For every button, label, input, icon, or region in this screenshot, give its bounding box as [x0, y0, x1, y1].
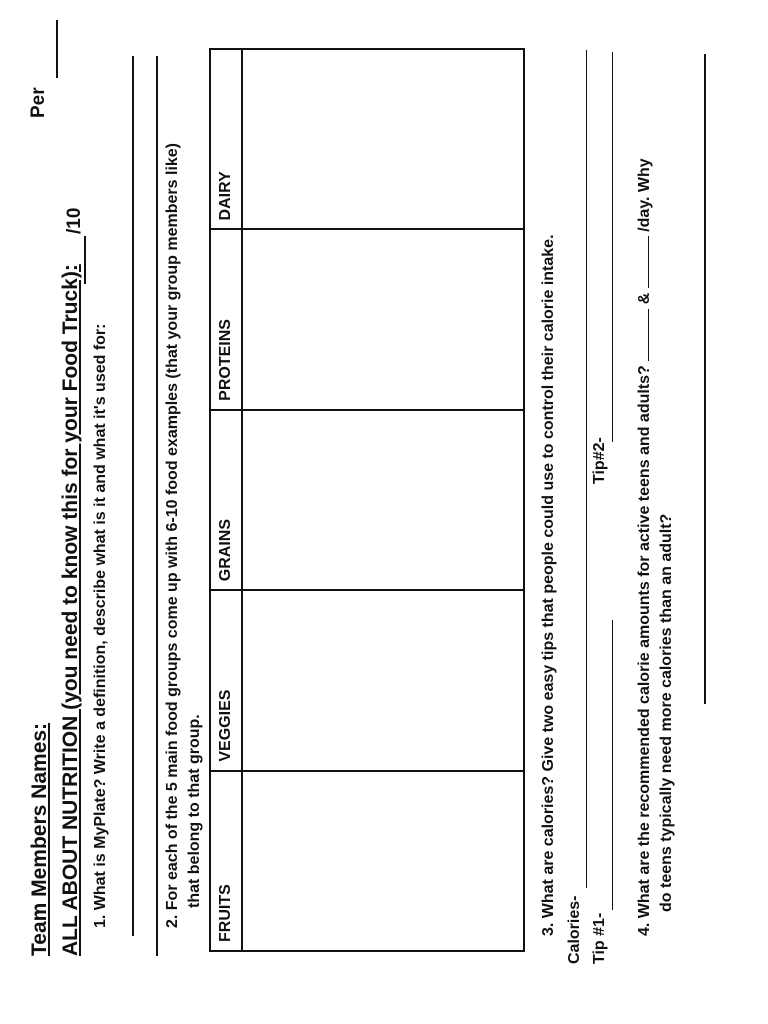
food-groups-answer-row: [242, 49, 524, 951]
score-field: [64, 208, 86, 284]
question-2: [162, 143, 206, 928]
answer-line-q1[interactable]: [132, 56, 134, 936]
worksheet-title: ALL ABOUT NUTRITION (you need to know this for your Food Truck):: [59, 264, 82, 956]
score-blank[interactable]: [66, 236, 86, 284]
period-blank[interactable]: [56, 20, 58, 78]
tip-2-label: Tip#2-: [591, 437, 608, 484]
tip-1-label: Tip #1-: [591, 912, 608, 964]
column-header-grains: GRAINS: [210, 410, 242, 590]
score-total: /10: [64, 207, 85, 234]
question-4-line-2: do teens typically need more calories than an adult?: [658, 513, 675, 912]
answer-line-q4[interactable]: [704, 54, 706, 704]
adult-calories-blank[interactable]: [634, 236, 649, 288]
question-4-ampersand: &: [636, 292, 653, 305]
answer-cell-proteins[interactable]: [242, 229, 524, 409]
answer-cell-veggies[interactable]: [242, 590, 524, 770]
column-header-fruits: FRUITS: [210, 771, 242, 951]
question-2-line-2: that belong to that group.: [186, 714, 203, 908]
team-members-label: Team Members Names:: [28, 722, 51, 956]
column-header-veggies: VEGGIES: [210, 590, 242, 770]
answer-line-q1-bottom[interactable]: [156, 56, 158, 956]
teen-calories-blank[interactable]: [634, 309, 649, 361]
answer-cell-grains[interactable]: [242, 410, 524, 590]
question-2-line-1: 2. For each of the 5 main food groups come up with 6-10 food examples (that your group members like): [164, 142, 181, 928]
answer-cell-fruits[interactable]: [242, 771, 524, 951]
answer-cell-dairy[interactable]: [242, 49, 524, 229]
answer-line-tip-1[interactable]: [612, 620, 613, 910]
answer-line-tip-2[interactable]: [612, 52, 613, 442]
answer-line-calories[interactable]: [586, 50, 587, 888]
calories-label: Calories-: [566, 895, 583, 964]
food-groups-table: [209, 48, 525, 952]
team-members: [28, 723, 52, 956]
column-header-proteins: PROTEINS: [210, 229, 242, 409]
question-4-part-1: 4. What are the recommended calorie amounts for active teens and adults?: [636, 365, 653, 936]
period-label: Per: [28, 87, 49, 118]
question-1: 1. What is MyPlate? Write a definition, describe what is it and what it's used for:: [92, 323, 109, 928]
question-4: [634, 158, 678, 936]
question-3: 3. What are calories? Give two easy tips that people could use to control their calorie intake.: [540, 234, 557, 936]
question-4-part-2: /day. Why: [636, 158, 653, 232]
column-header-dairy: DAIRY: [210, 49, 242, 229]
food-groups-header-row: [210, 49, 242, 951]
